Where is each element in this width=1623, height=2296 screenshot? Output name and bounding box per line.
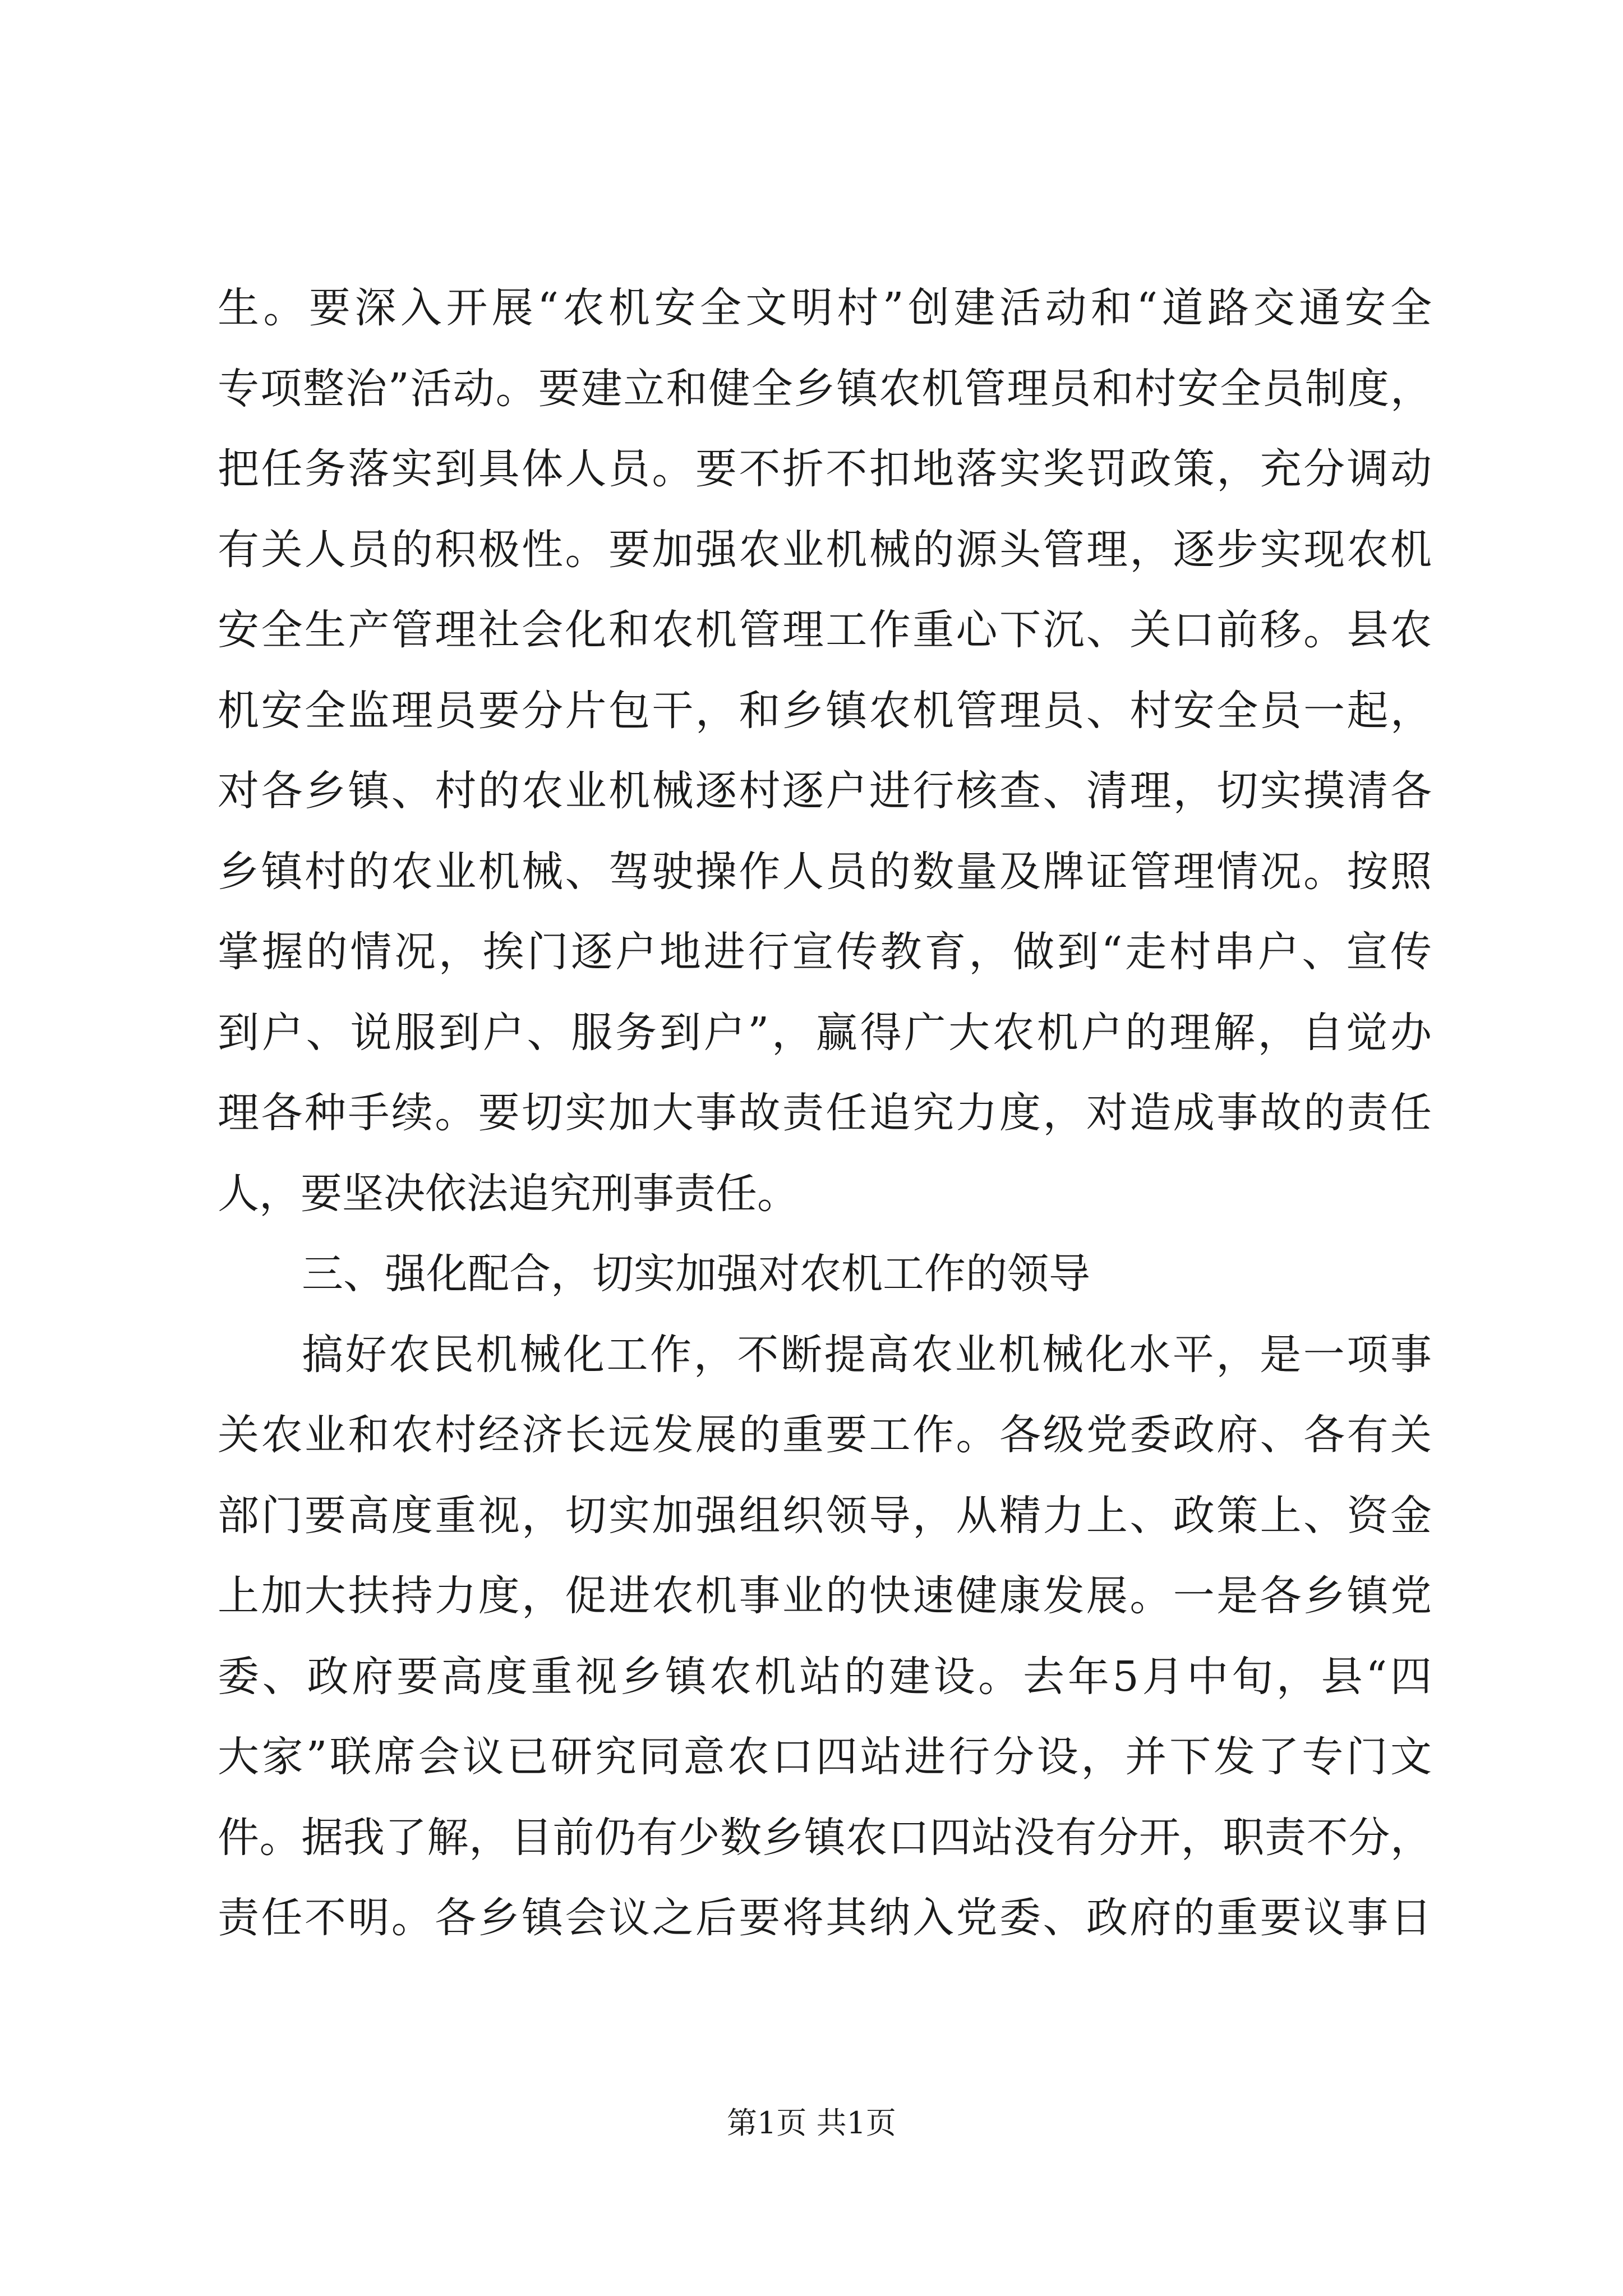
text-line: 理各种手续。要切实加大事故责任追究力度，对造成事故的责任 [218, 1089, 1432, 1137]
text-line: 大家”联席会议已研究同意农口四站进行分设，并下发了专门文 [218, 1733, 1432, 1781]
text-line: 部门要高度重视，切实加强组织领导，从精力上、政策上、资金 [218, 1491, 1432, 1540]
text-line: 委、政府要高度重视乡镇农机站的建设。去年5月中旬，县“四 [218, 1652, 1432, 1701]
text-line: 对各乡镇、村的农业机械逐村逐户进行核查、清理，切实摸清各 [218, 767, 1432, 815]
text-line: 件。据我了解，目前仍有少数乡镇农口四站没有分开，职责不分， [218, 1813, 1432, 1862]
text-line: 有关人员的积极性。要加强农业机械的源头管理，逐步实现农机 [218, 525, 1432, 574]
text-line: 掌握的情况，挨门逐户地进行宣传教育，做到“走村串户、宣传 [218, 928, 1432, 976]
document-body [218, 268, 1432, 1959]
section-heading: 三、强化配合，切实加强对农机工作的领导 [302, 1250, 1090, 1298]
text-line: 关农业和农村经济长远发展的重要工作。各级党委政府、各有关 [218, 1411, 1432, 1459]
text-line: 人，要坚决依法追究刑事责任。 [218, 1169, 799, 1218]
text-line: 搞好农民机械化工作，不断提高农业机械化水平，是一项事 [302, 1330, 1432, 1379]
text-line: 安全生产管理社会化和农机管理工作重心下沉、关口前移。县农 [218, 606, 1432, 654]
page-footer: 第1页 共1页 [727, 2105, 896, 2141]
text-line: 责任不明。各乡镇会议之后要将其纳入党委、政府的重要议事日 [218, 1894, 1432, 1942]
text-line: 生。要深入开展“农机安全文明村”创建活动和“道路交通安全 [218, 284, 1432, 332]
text-line: 到户、说服到户、服务到户”，赢得广大农机户的理解，自觉办 [218, 1008, 1432, 1057]
text-line: 上加大扶持力度，促进农机事业的快速健康发展。一是各乡镇党 [218, 1572, 1432, 1620]
text-line: 专项整治”活动。要建立和健全乡镇农机管理员和村安全员制度， [218, 364, 1432, 413]
text-line: 把任务落实到具体人员。要不折不扣地落实奖罚政策，充分调动 [218, 445, 1432, 493]
text-line: 乡镇村的农业机械、驾驶操作人员的数量及牌证管理情况。按照 [218, 847, 1432, 896]
text-line: 机安全监理员要分片包干，和乡镇农机管理员、村安全员一起， [218, 686, 1432, 735]
